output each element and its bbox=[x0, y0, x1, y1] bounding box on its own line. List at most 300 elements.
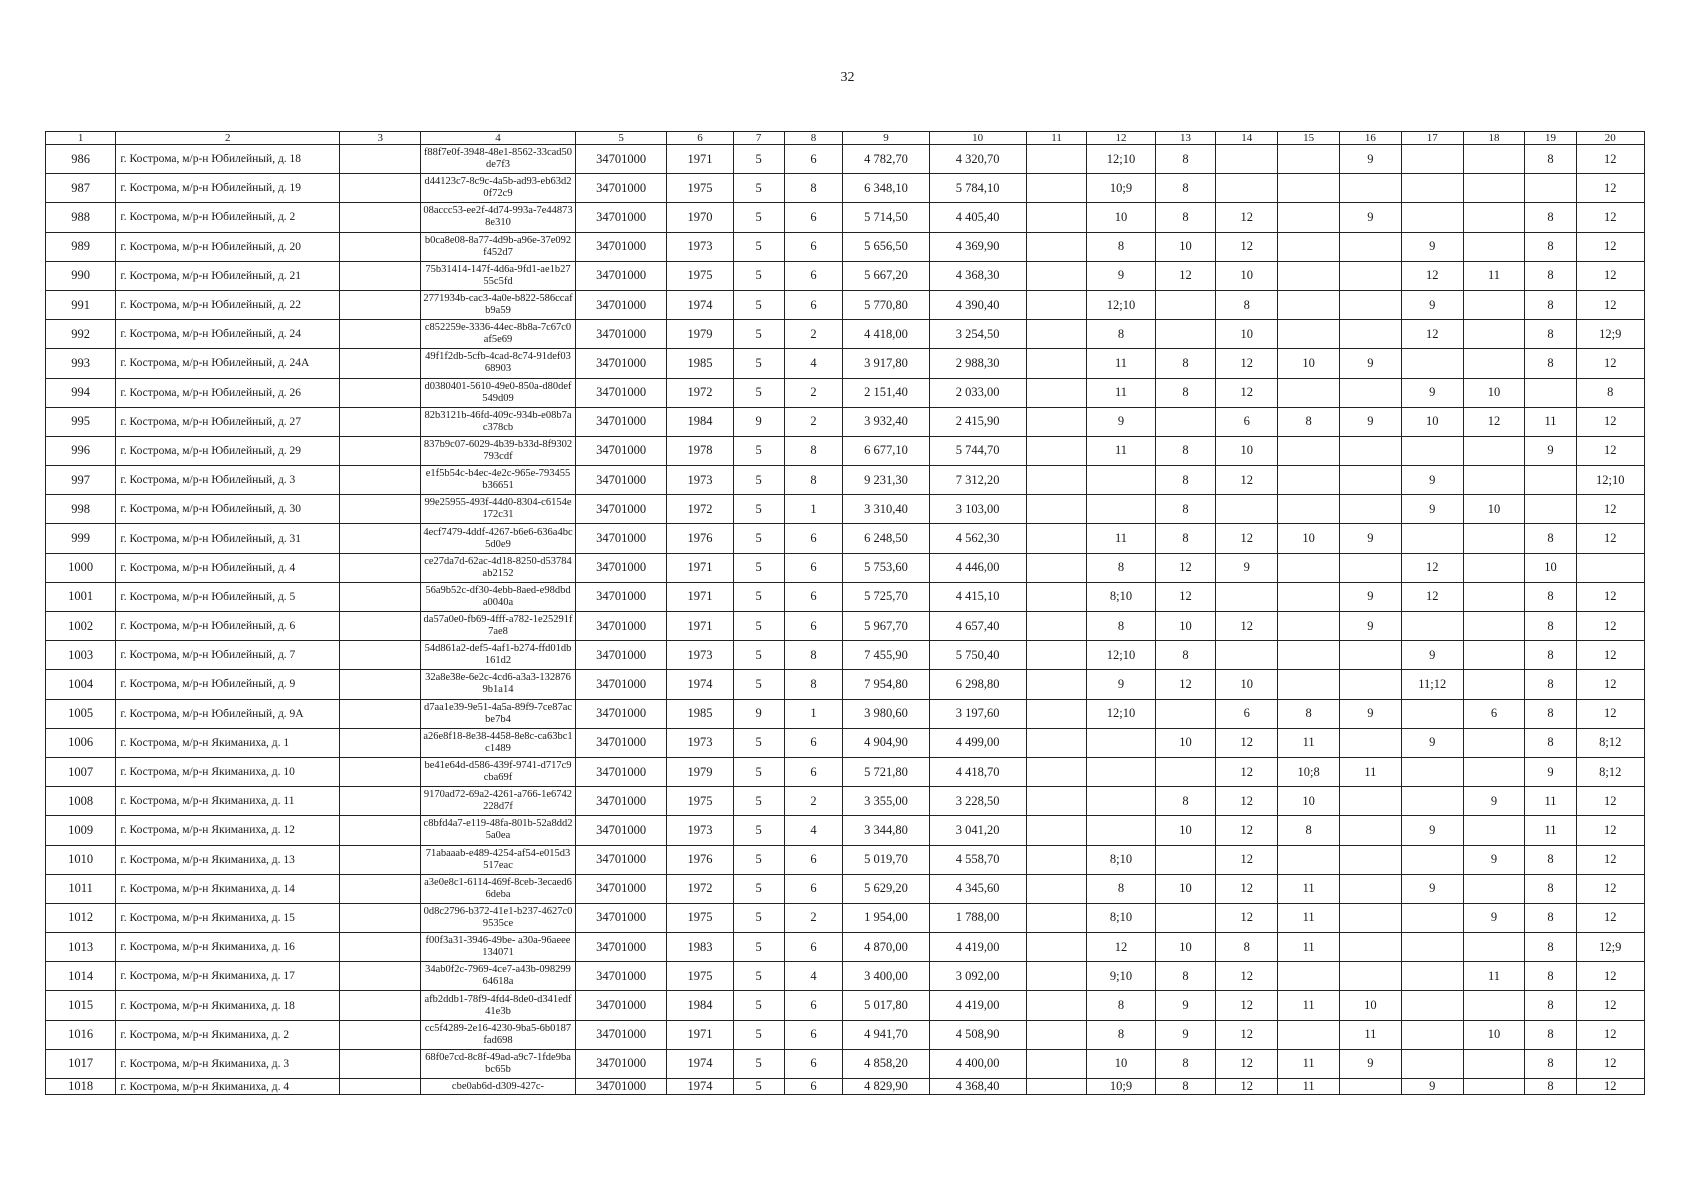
table-cell: 12 bbox=[1216, 787, 1278, 816]
table-cell: 4 415,10 bbox=[929, 582, 1026, 611]
table-cell bbox=[1340, 874, 1402, 903]
table-cell: 6 bbox=[1216, 407, 1278, 436]
table-cell: 3 310,40 bbox=[843, 495, 929, 524]
table-cell: 12 bbox=[1576, 699, 1644, 728]
table-cell: 12;10 bbox=[1087, 145, 1155, 174]
table-cell bbox=[1340, 320, 1402, 349]
table-cell: d7aa1e39-9e51-4a5a-89f9-7ce87acbe7b4 bbox=[421, 699, 576, 728]
table-cell: 6 bbox=[784, 612, 843, 641]
table-cell: 993 bbox=[46, 349, 116, 378]
table-cell: 6 bbox=[784, 1020, 843, 1049]
table-cell: 56a9b52c-df30-4ebb-8aed-e98dbda0040a bbox=[421, 582, 576, 611]
table-cell: 10 bbox=[1216, 670, 1278, 699]
table-cell: 8 bbox=[1155, 641, 1216, 670]
table-cell: 1984 bbox=[667, 991, 733, 1020]
table-cell: 992 bbox=[46, 320, 116, 349]
table-cell: 3 344,80 bbox=[843, 816, 929, 845]
table-cell bbox=[1026, 261, 1087, 290]
table-cell: 34701000 bbox=[575, 962, 667, 991]
table-cell bbox=[1278, 845, 1340, 874]
table-cell: г. Кострома, м/р-н Якиманиха, д. 14 bbox=[116, 874, 340, 903]
table-cell bbox=[340, 290, 421, 319]
table-row bbox=[46, 845, 1645, 874]
table-cell: 12 bbox=[1216, 757, 1278, 786]
table-cell: 988 bbox=[46, 203, 116, 232]
table-cell: 1975 bbox=[667, 962, 733, 991]
table-cell: 1978 bbox=[667, 436, 733, 465]
table-cell bbox=[1401, 933, 1463, 962]
table-cell bbox=[1463, 582, 1525, 611]
table-cell: 34701000 bbox=[575, 787, 667, 816]
table-cell: 8 bbox=[1525, 524, 1576, 553]
table-cell: 12 bbox=[1401, 261, 1463, 290]
table-cell bbox=[1087, 787, 1155, 816]
table-cell: 8 bbox=[1155, 787, 1216, 816]
table-cell: 75b31414-147f-4d6a-9fd1-ae1b2755c5fd bbox=[421, 261, 576, 290]
table-cell bbox=[1026, 524, 1087, 553]
table-cell bbox=[1576, 553, 1644, 582]
table-cell: 5 bbox=[733, 524, 784, 553]
table-cell: 10 bbox=[1155, 612, 1216, 641]
table-cell bbox=[1401, 145, 1463, 174]
table-cell: 1005 bbox=[46, 699, 116, 728]
table-row bbox=[46, 757, 1645, 786]
table-cell: 9 bbox=[1340, 612, 1402, 641]
table-cell bbox=[1026, 553, 1087, 582]
table-cell: 9 bbox=[1155, 991, 1216, 1020]
table-cell bbox=[1340, 816, 1402, 845]
table-cell bbox=[1026, 903, 1087, 932]
table-cell bbox=[340, 1049, 421, 1078]
table-cell: 5 629,20 bbox=[843, 874, 929, 903]
table-row bbox=[46, 261, 1645, 290]
table-cell: 34701000 bbox=[575, 582, 667, 611]
table-cell bbox=[1026, 612, 1087, 641]
table-cell: 9 bbox=[1463, 845, 1525, 874]
table-cell: 1973 bbox=[667, 816, 733, 845]
table-cell: 1971 bbox=[667, 582, 733, 611]
table-cell bbox=[1401, 1020, 1463, 1049]
table-cell: 5 bbox=[733, 261, 784, 290]
table-cell: 12 bbox=[1463, 407, 1525, 436]
table-cell: 1985 bbox=[667, 349, 733, 378]
table-cell: 1974 bbox=[667, 290, 733, 319]
table-cell: 11 bbox=[1463, 261, 1525, 290]
table-cell: 3 041,20 bbox=[929, 816, 1026, 845]
table-cell: 12 bbox=[1216, 378, 1278, 407]
table-cell: 1973 bbox=[667, 466, 733, 495]
table-cell: 12 bbox=[1576, 962, 1644, 991]
table-cell: 9170ad72-69a2-4261-a766-1e6742228d7f bbox=[421, 787, 576, 816]
table-cell: b0ca8e08-8a77-4d9b-a96e-37e092f452d7 bbox=[421, 232, 576, 261]
table-cell bbox=[1278, 962, 1340, 991]
table-cell: 8 bbox=[784, 466, 843, 495]
table-cell: 71abaaab-e489-4254-af54-e015d3517eac bbox=[421, 845, 576, 874]
table-cell: 11 bbox=[1087, 436, 1155, 465]
table-cell: 12 bbox=[1576, 145, 1644, 174]
table-cell bbox=[340, 232, 421, 261]
table-cell: 12 bbox=[1216, 466, 1278, 495]
table-cell bbox=[1026, 845, 1087, 874]
table-cell: 1974 bbox=[667, 1049, 733, 1078]
column-header: 12 bbox=[1087, 132, 1155, 145]
table-cell bbox=[1278, 378, 1340, 407]
table-cell: 9 bbox=[1340, 699, 1402, 728]
table-row bbox=[46, 699, 1645, 728]
table-cell: 4 418,70 bbox=[929, 757, 1026, 786]
table-cell: 1004 bbox=[46, 670, 116, 699]
table-cell bbox=[340, 261, 421, 290]
table-cell: 837b9c07-6029-4b39-b33d-8f9302793cdf bbox=[421, 436, 576, 465]
table-cell bbox=[1026, 874, 1087, 903]
table-cell bbox=[1026, 232, 1087, 261]
table-cell: 4 870,00 bbox=[843, 933, 929, 962]
table-cell: 1974 bbox=[667, 1079, 733, 1095]
table-cell: 12 bbox=[1576, 670, 1644, 699]
table-cell bbox=[1401, 612, 1463, 641]
table-cell: 8 bbox=[1525, 874, 1576, 903]
table-cell bbox=[1278, 145, 1340, 174]
table-cell: 11 bbox=[1087, 349, 1155, 378]
table-cell bbox=[340, 874, 421, 903]
table-cell: 8 bbox=[1087, 232, 1155, 261]
table-cell: 8 bbox=[1155, 378, 1216, 407]
table-cell: 12 bbox=[1216, 1049, 1278, 1078]
table-cell: 11 bbox=[1087, 378, 1155, 407]
table-cell: 11 bbox=[1278, 874, 1340, 903]
table-cell bbox=[1026, 728, 1087, 757]
table-cell bbox=[1026, 1020, 1087, 1049]
table-cell bbox=[1340, 495, 1402, 524]
table-cell bbox=[1340, 174, 1402, 203]
table-cell bbox=[1216, 641, 1278, 670]
table-cell bbox=[1216, 582, 1278, 611]
table-cell: 1971 bbox=[667, 612, 733, 641]
table-cell bbox=[1278, 174, 1340, 203]
table-cell: 998 bbox=[46, 495, 116, 524]
table-cell: 34701000 bbox=[575, 903, 667, 932]
table-cell: 5 bbox=[733, 203, 784, 232]
table-cell: 12 bbox=[1155, 670, 1216, 699]
table-cell: 6 bbox=[784, 145, 843, 174]
table-cell: 4 499,00 bbox=[929, 728, 1026, 757]
table-cell bbox=[1026, 466, 1087, 495]
table-cell: 8 bbox=[1525, 991, 1576, 1020]
table-cell: 8 bbox=[1155, 1049, 1216, 1078]
table-cell bbox=[1401, 1049, 1463, 1078]
table-cell: 8 bbox=[1525, 290, 1576, 319]
table-cell: 997 bbox=[46, 466, 116, 495]
column-number-row bbox=[46, 132, 1645, 145]
table-cell: г. Кострома, м/р-н Юбилейный, д. 3 bbox=[116, 466, 340, 495]
table-cell: 9 bbox=[1087, 407, 1155, 436]
table-row bbox=[46, 1079, 1645, 1095]
table-cell: 8 bbox=[1155, 436, 1216, 465]
table-cell: 5 019,70 bbox=[843, 845, 929, 874]
table-cell: 9 bbox=[1401, 874, 1463, 903]
table-cell bbox=[1278, 582, 1340, 611]
table-cell: 4 bbox=[784, 962, 843, 991]
table-cell: 1016 bbox=[46, 1020, 116, 1049]
table-cell: 8 bbox=[784, 174, 843, 203]
table-cell: 6 bbox=[1463, 699, 1525, 728]
table-cell bbox=[1026, 991, 1087, 1020]
table-cell: 1018 bbox=[46, 1079, 116, 1095]
table-cell: 12 bbox=[1576, 203, 1644, 232]
table-cell: 995 bbox=[46, 407, 116, 436]
table-cell: d0380401-5610-49e0-850a-d80def549d09 bbox=[421, 378, 576, 407]
column-header: 6 bbox=[667, 132, 733, 145]
column-header: 13 bbox=[1155, 132, 1216, 145]
table-cell: 4 904,90 bbox=[843, 728, 929, 757]
table-cell: 12 bbox=[1216, 1079, 1278, 1095]
table-cell: г. Кострома, м/р-н Юбилейный, д. 4 bbox=[116, 553, 340, 582]
table-row bbox=[46, 582, 1645, 611]
table-cell: 11 bbox=[1340, 757, 1402, 786]
table-cell: 6 bbox=[784, 582, 843, 611]
table-cell: 34701000 bbox=[575, 203, 667, 232]
table-cell: 34701000 bbox=[575, 845, 667, 874]
table-cell: 8 bbox=[1525, 612, 1576, 641]
table-cell: 5 bbox=[733, 174, 784, 203]
table-cell bbox=[1401, 699, 1463, 728]
table-cell: 2 bbox=[784, 378, 843, 407]
table-cell: 9 231,30 bbox=[843, 466, 929, 495]
table-cell: 34701000 bbox=[575, 553, 667, 582]
table-cell: 4 369,90 bbox=[929, 232, 1026, 261]
table-cell: 10 bbox=[1278, 524, 1340, 553]
page-number: 32 bbox=[840, 70, 855, 85]
table-cell: 6 bbox=[784, 1049, 843, 1078]
table-cell bbox=[1340, 962, 1402, 991]
table-cell: 1 954,00 bbox=[843, 903, 929, 932]
table-cell: 1975 bbox=[667, 174, 733, 203]
table-cell: 4 508,90 bbox=[929, 1020, 1026, 1049]
table-cell: 8 bbox=[1525, 349, 1576, 378]
table-cell: 12 bbox=[1576, 582, 1644, 611]
table-cell bbox=[1278, 466, 1340, 495]
table-cell bbox=[1340, 466, 1402, 495]
table-cell: be41e64d-d586-439f-9741-d717c9cba69f bbox=[421, 757, 576, 786]
table-cell: 12 bbox=[1576, 495, 1644, 524]
table-cell: 991 bbox=[46, 290, 116, 319]
table-cell: 5 bbox=[733, 612, 784, 641]
table-cell: 9 bbox=[1087, 261, 1155, 290]
table-cell: 12;10 bbox=[1087, 641, 1155, 670]
table-cell: 6 bbox=[784, 290, 843, 319]
table-cell bbox=[1463, 290, 1525, 319]
table-cell: 34701000 bbox=[575, 320, 667, 349]
table-cell bbox=[340, 670, 421, 699]
table-cell: 34701000 bbox=[575, 145, 667, 174]
table-cell: 12 bbox=[1576, 436, 1644, 465]
table-cell: 12 bbox=[1216, 962, 1278, 991]
table-cell: 4 562,30 bbox=[929, 524, 1026, 553]
table-row bbox=[46, 991, 1645, 1020]
table-cell: 8 bbox=[1087, 1020, 1155, 1049]
table-cell: г. Кострома, м/р-н Юбилейный, д. 22 bbox=[116, 290, 340, 319]
table-cell: 9 bbox=[1525, 757, 1576, 786]
table-cell: 4 858,20 bbox=[843, 1049, 929, 1078]
table-cell: 5 bbox=[733, 145, 784, 174]
table-cell bbox=[1087, 728, 1155, 757]
table-cell: 9 bbox=[1525, 436, 1576, 465]
table-cell bbox=[1463, 728, 1525, 757]
table-cell: 6 298,80 bbox=[929, 670, 1026, 699]
table-cell: 6 bbox=[1216, 699, 1278, 728]
table-cell: 3 355,00 bbox=[843, 787, 929, 816]
table-cell bbox=[1026, 787, 1087, 816]
table-cell: cbe0ab6d-d309-427c- bbox=[421, 1079, 576, 1095]
table-row bbox=[46, 378, 1645, 407]
table-cell bbox=[1026, 378, 1087, 407]
table-cell: 11 bbox=[1525, 816, 1576, 845]
table-cell: 2 bbox=[784, 407, 843, 436]
table-cell: 4 368,40 bbox=[929, 1079, 1026, 1095]
table-cell: 1 bbox=[784, 699, 843, 728]
table-cell: 8 bbox=[1525, 845, 1576, 874]
table-cell: 12;9 bbox=[1576, 933, 1644, 962]
table-cell: 10 bbox=[1340, 991, 1402, 1020]
table-cell: 12 bbox=[1576, 1020, 1644, 1049]
table-cell: 9 bbox=[1340, 203, 1402, 232]
table-cell: 1971 bbox=[667, 145, 733, 174]
table-cell: 9 bbox=[1401, 1079, 1463, 1095]
table-cell: 2 988,30 bbox=[929, 349, 1026, 378]
table-cell bbox=[340, 933, 421, 962]
table-cell: 82b3121b-46fd-409c-934b-e08b7ac378cb bbox=[421, 407, 576, 436]
table-row bbox=[46, 290, 1645, 319]
table-cell: 4 941,70 bbox=[843, 1020, 929, 1049]
table-cell: a26e8f18-8e38-4458-8e8c-ca63bc1c1489 bbox=[421, 728, 576, 757]
table-cell: г. Кострома, м/р-н Якиманиха, д. 1 bbox=[116, 728, 340, 757]
table-cell bbox=[1463, 553, 1525, 582]
table-cell bbox=[1026, 816, 1087, 845]
table-cell: 3 254,50 bbox=[929, 320, 1026, 349]
table-cell: 11 bbox=[1278, 903, 1340, 932]
table-cell: 5 bbox=[733, 874, 784, 903]
table-cell: 34701000 bbox=[575, 699, 667, 728]
table-cell: 6 bbox=[784, 757, 843, 786]
table-cell: г. Кострома, м/р-н Юбилейный, д. 19 bbox=[116, 174, 340, 203]
table-row bbox=[46, 1049, 1645, 1078]
table-cell: 8 bbox=[1087, 612, 1155, 641]
table-cell bbox=[1463, 203, 1525, 232]
table-cell: 9 bbox=[1340, 407, 1402, 436]
table-cell bbox=[340, 524, 421, 553]
table-cell: 12 bbox=[1401, 582, 1463, 611]
table-cell: 10 bbox=[1216, 261, 1278, 290]
table-cell: 5 bbox=[733, 962, 784, 991]
table-row bbox=[46, 145, 1645, 174]
table-cell: г. Кострома, м/р-н Юбилейный, д. 20 bbox=[116, 232, 340, 261]
table-cell bbox=[1340, 261, 1402, 290]
table-cell: 8 bbox=[1525, 728, 1576, 757]
table-cell: 3 103,00 bbox=[929, 495, 1026, 524]
table-cell: 34701000 bbox=[575, 816, 667, 845]
table-cell: 1973 bbox=[667, 728, 733, 757]
table-cell: 9 bbox=[1340, 145, 1402, 174]
table-cell: 34701000 bbox=[575, 1079, 667, 1095]
table-cell: 12 bbox=[1216, 991, 1278, 1020]
table-cell: 5 bbox=[733, 641, 784, 670]
table-cell: 1015 bbox=[46, 991, 116, 1020]
table-cell bbox=[1401, 787, 1463, 816]
table-cell bbox=[340, 641, 421, 670]
table-cell: г. Кострома, м/р-н Якиманиха, д. 17 bbox=[116, 962, 340, 991]
column-header: 18 bbox=[1463, 132, 1525, 145]
table-cell bbox=[1463, 874, 1525, 903]
table-cell bbox=[1278, 670, 1340, 699]
table-cell: 987 bbox=[46, 174, 116, 203]
table-cell: 10 bbox=[1087, 1049, 1155, 1078]
table-cell: 1983 bbox=[667, 933, 733, 962]
table-cell bbox=[340, 145, 421, 174]
table-cell: 8 bbox=[1576, 378, 1644, 407]
table-cell: 1979 bbox=[667, 757, 733, 786]
table-cell: 986 bbox=[46, 145, 116, 174]
table-cell bbox=[1525, 174, 1576, 203]
table-row bbox=[46, 553, 1645, 582]
table-cell: 34701000 bbox=[575, 757, 667, 786]
table-cell bbox=[340, 787, 421, 816]
column-header: 4 bbox=[421, 132, 576, 145]
table-cell: 12 bbox=[1216, 1020, 1278, 1049]
table-cell: 8 bbox=[1155, 495, 1216, 524]
table-cell bbox=[1401, 524, 1463, 553]
table-row bbox=[46, 232, 1645, 261]
table-cell: 8 bbox=[1216, 290, 1278, 319]
table-cell bbox=[1278, 290, 1340, 319]
table-cell: 5 017,80 bbox=[843, 991, 929, 1020]
table-cell: e1f5b54c-b4ec-4e2c-965e-793455b36651 bbox=[421, 466, 576, 495]
table-cell bbox=[340, 699, 421, 728]
table-cell: 4 390,40 bbox=[929, 290, 1026, 319]
table-cell: 6 bbox=[784, 728, 843, 757]
table-cell: 12 bbox=[1216, 524, 1278, 553]
table-cell bbox=[1340, 553, 1402, 582]
table-cell: 6 677,10 bbox=[843, 436, 929, 465]
table-cell bbox=[1340, 436, 1402, 465]
table-cell bbox=[340, 407, 421, 436]
table-cell: 8 bbox=[784, 641, 843, 670]
table-cell: 34701000 bbox=[575, 728, 667, 757]
table-cell bbox=[1463, 1049, 1525, 1078]
table-cell: 12 bbox=[1576, 407, 1644, 436]
table-cell bbox=[1155, 407, 1216, 436]
table-cell: 10 bbox=[1216, 320, 1278, 349]
table-cell: г. Кострома, м/р-н Юбилейный, д. 5 bbox=[116, 582, 340, 611]
table-cell: 34701000 bbox=[575, 1020, 667, 1049]
table-cell bbox=[340, 757, 421, 786]
table-cell: 9 bbox=[1401, 641, 1463, 670]
table-cell: 9 bbox=[1401, 466, 1463, 495]
table-cell bbox=[1401, 903, 1463, 932]
table-cell: 9 bbox=[1340, 1049, 1402, 1078]
table-cell bbox=[1401, 845, 1463, 874]
table-cell: 1006 bbox=[46, 728, 116, 757]
table-row bbox=[46, 933, 1645, 962]
table-cell: 11 bbox=[1278, 1049, 1340, 1078]
table-cell: 8;12 bbox=[1576, 757, 1644, 786]
table-cell: 12 bbox=[1576, 1049, 1644, 1078]
table-cell: 10 bbox=[1463, 495, 1525, 524]
table-cell: 9 bbox=[1340, 349, 1402, 378]
table-cell: 9 bbox=[1463, 787, 1525, 816]
table-cell: 12 bbox=[1576, 874, 1644, 903]
table-cell: 34701000 bbox=[575, 407, 667, 436]
table-row bbox=[46, 407, 1645, 436]
